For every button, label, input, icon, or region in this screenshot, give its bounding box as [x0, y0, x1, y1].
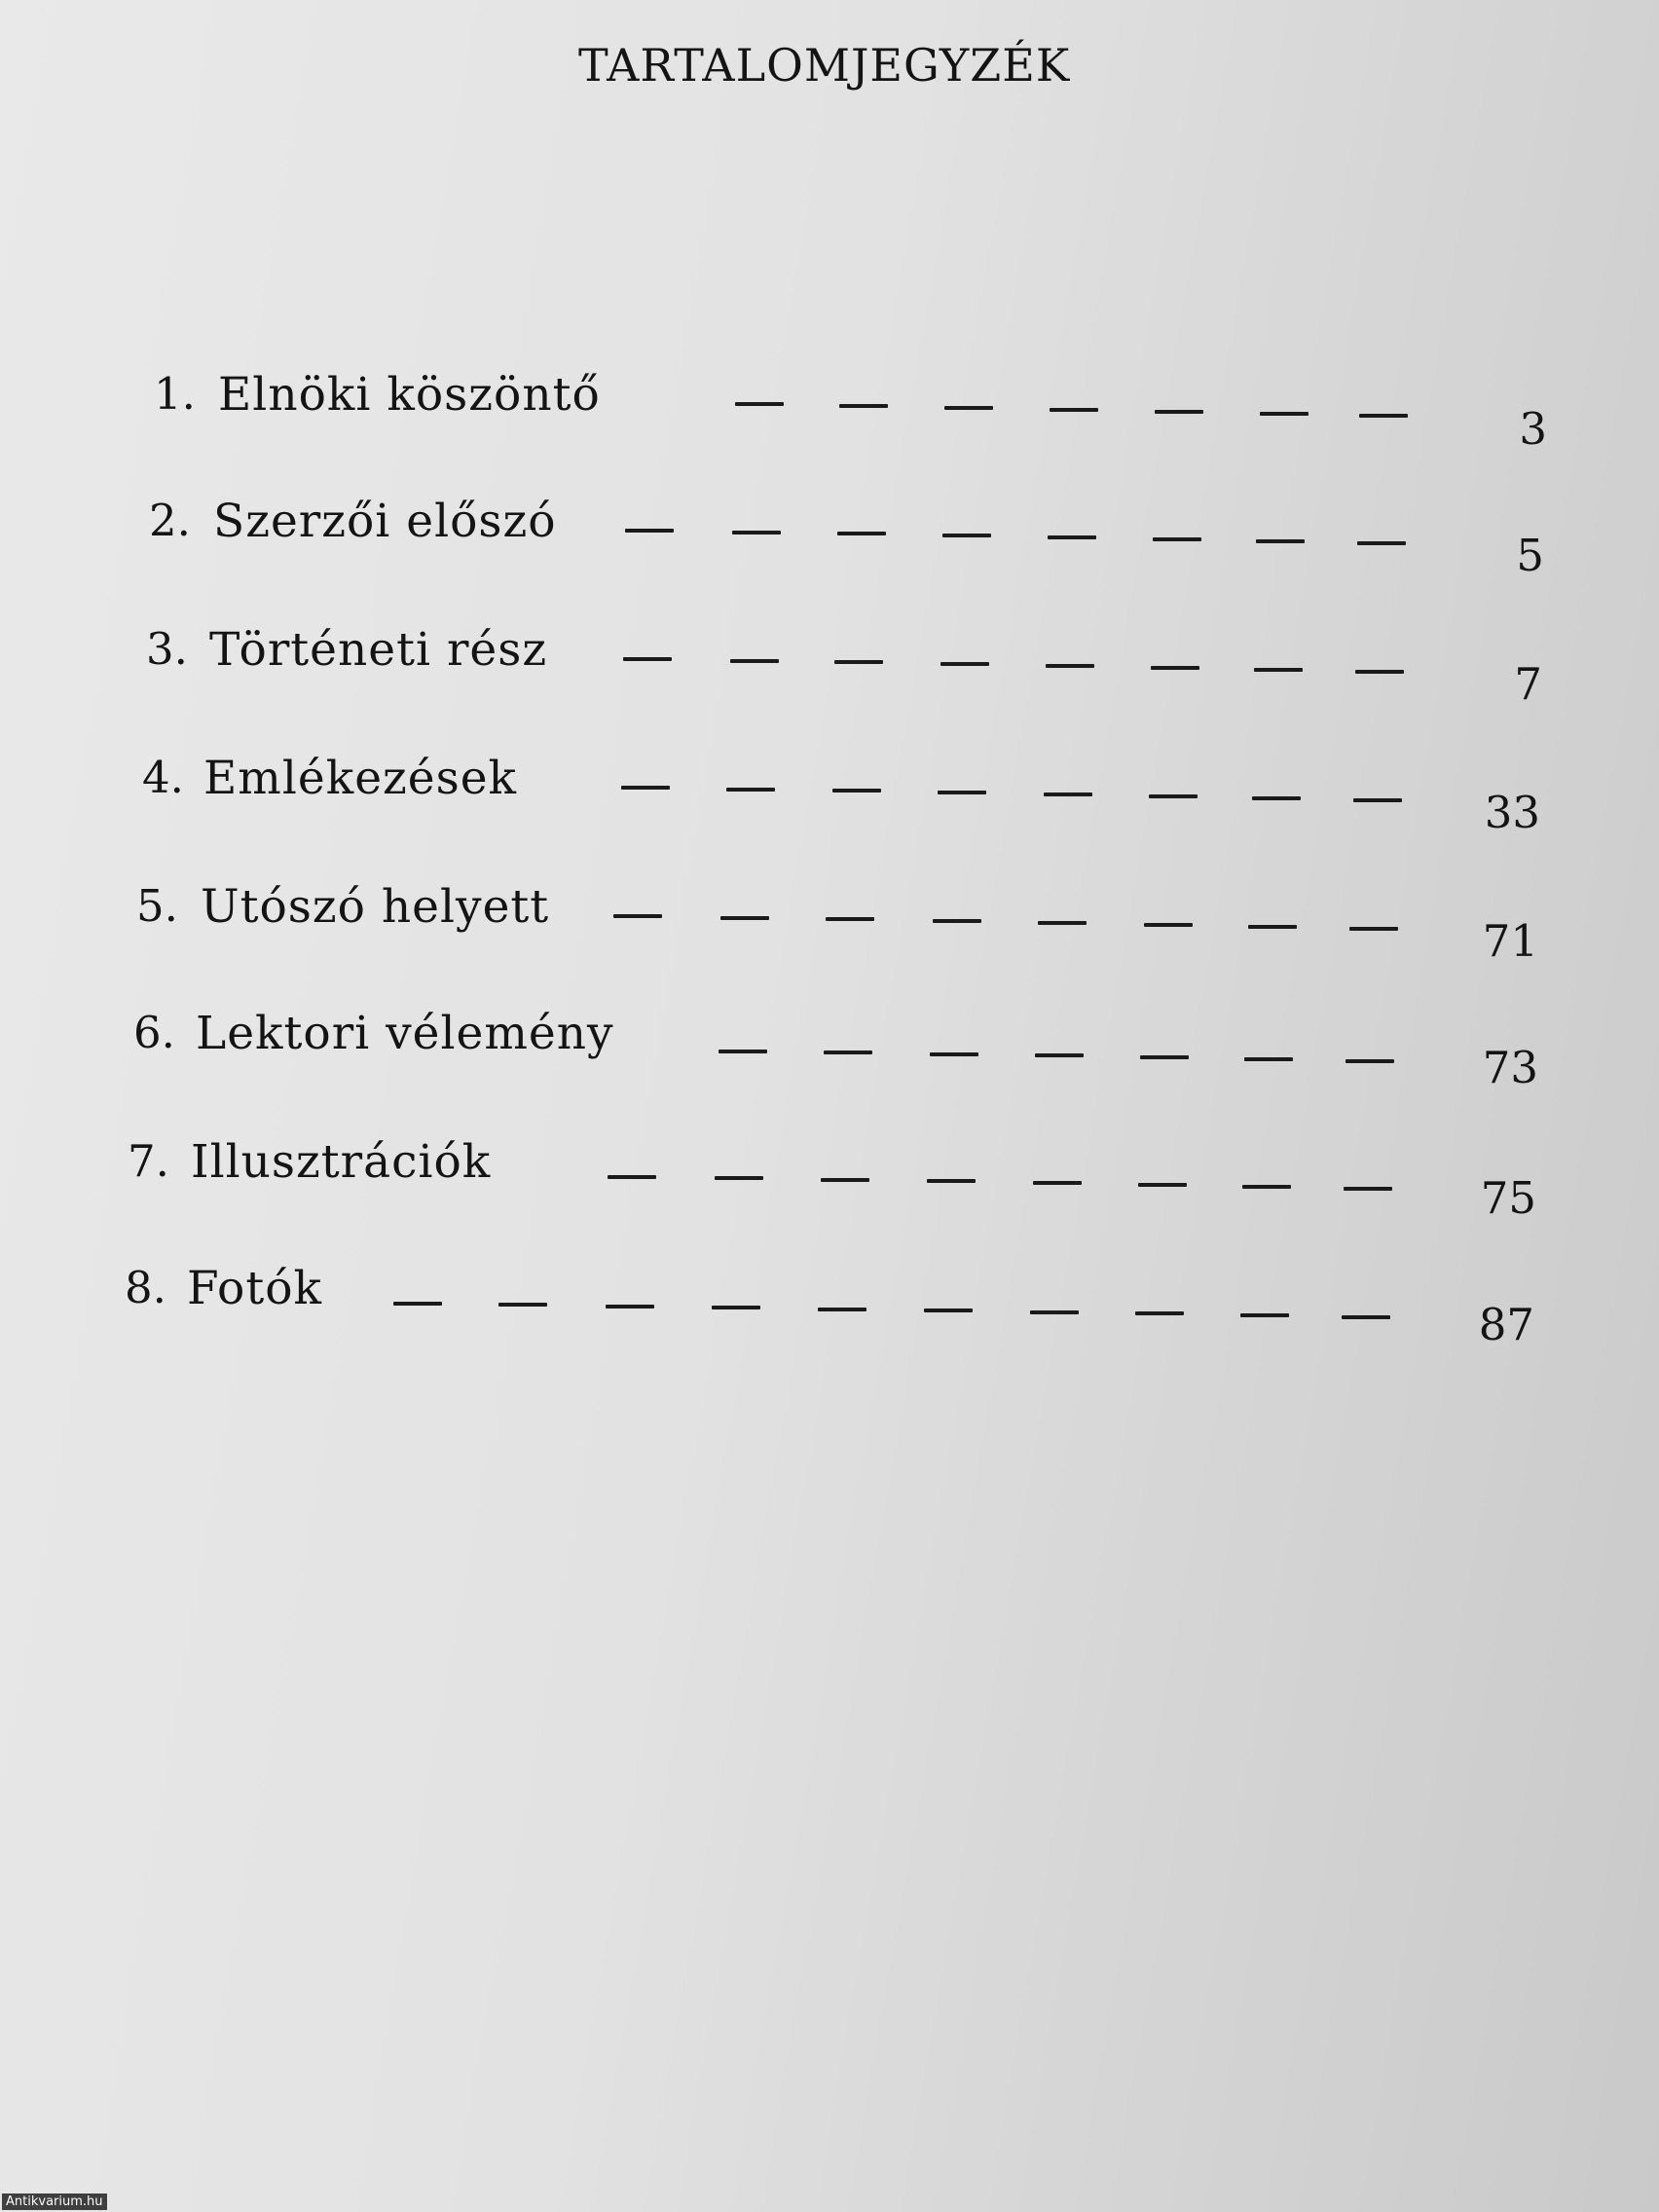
toc-entry — [0, 623, 1659, 710]
toc-entry-label: Szerzői előszó — [213, 495, 557, 548]
toc-entry-label: Lektori vélemény — [196, 1007, 614, 1060]
toc-entry-number: 6. — [133, 1007, 175, 1058]
toc-entry-page: 3 — [1519, 403, 1547, 455]
toc-entry-page: 73 — [1482, 1042, 1538, 1093]
toc-entry — [0, 1007, 1659, 1093]
toc-leader — [0, 1007, 1659, 1065]
toc-leader — [0, 1262, 1659, 1320]
toc-entry-number: 3. — [146, 623, 188, 675]
toc-entry-number: 8. — [125, 1262, 166, 1313]
toc-entry-number: 5. — [136, 880, 178, 932]
toc-leader — [0, 623, 1659, 682]
toc-entry-page: 75 — [1480, 1172, 1536, 1224]
toc-entry — [0, 368, 1659, 455]
toc-leader — [0, 880, 1659, 939]
toc-entry-label: Utószó helyett — [201, 880, 550, 934]
toc-entry-page: 7 — [1514, 658, 1542, 710]
toc-entry — [0, 495, 1659, 581]
page-title: TARTALOMJEGYZÉK — [578, 39, 1071, 92]
toc-entry-label: Illusztrációk — [191, 1135, 492, 1189]
toc-entry-page: 87 — [1478, 1299, 1534, 1350]
toc-leader — [0, 495, 1659, 553]
toc-entry-page: 33 — [1484, 787, 1540, 838]
toc-leader — [0, 752, 1659, 810]
toc-entry-label: Elnöki köszöntő — [218, 368, 601, 422]
toc-entry — [0, 752, 1659, 838]
toc-entry-label: Emlékezések — [203, 752, 518, 805]
toc-entry — [0, 1135, 1659, 1224]
toc-entry — [0, 1262, 1659, 1350]
toc-entry-page: 5 — [1516, 530, 1544, 581]
toc-entry-page: 71 — [1482, 915, 1538, 967]
toc-leader — [0, 1135, 1659, 1194]
watermark: Antikvarium.hu — [2, 2194, 107, 2210]
toc-leader — [0, 368, 1659, 426]
toc-entry-label: Fotók — [187, 1262, 323, 1315]
toc-entry-number: 2. — [149, 495, 191, 546]
toc-entry-number: 1. — [154, 368, 196, 420]
toc-entry-number: 4. — [142, 752, 184, 803]
toc-entry — [0, 880, 1659, 967]
toc-entry-number: 7. — [128, 1135, 169, 1187]
toc-entry-label: Történeti rész — [209, 623, 548, 677]
